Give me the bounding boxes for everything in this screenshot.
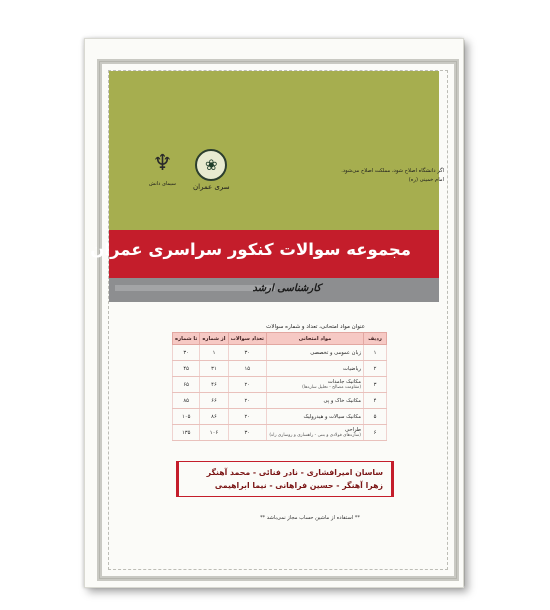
- subject-cell: [267, 393, 364, 409]
- subject-name: مکانیک جامدات: [327, 378, 361, 385]
- subtitle-band: [109, 278, 439, 302]
- to-cell: ۱۳۵: [173, 425, 200, 441]
- from-cell: ۱۰۶: [200, 425, 228, 441]
- subject-cell: [267, 361, 364, 377]
- to-cell: ۴۵: [173, 361, 200, 377]
- from-cell: ۶۶: [200, 393, 228, 409]
- from-cell: ۱: [200, 345, 228, 361]
- subject-name: ریاضیات: [343, 365, 361, 372]
- title-band: [90, 230, 439, 278]
- subject-cell: [267, 425, 364, 441]
- subject-name: مکانیک سیالات و هیدرولیک: [303, 413, 361, 420]
- tree-logo-caption: سری عمران: [193, 183, 230, 191]
- row-number: ۱: [364, 345, 387, 361]
- to-cell: ۶۵: [173, 377, 200, 393]
- table-row: [173, 377, 387, 393]
- subject-note: (سازه‌های فولادی و بتنی - راهسازی و روسازی راه): [269, 432, 361, 438]
- to-cell: ۱۰۵: [173, 409, 200, 425]
- tree-logo: [193, 149, 230, 191]
- subject-cell: [267, 409, 364, 425]
- quote-line-2: امام خمینی (ره): [408, 177, 444, 183]
- table-row: [173, 425, 387, 441]
- to-cell: ۳۰: [173, 345, 200, 361]
- publisher-logo-icon: ♆: [152, 151, 173, 176]
- from-cell: ۴۶: [200, 377, 228, 393]
- count-cell: ۲۰: [228, 409, 266, 425]
- count-cell: ۳۰: [228, 425, 266, 441]
- subtitle-band-stripe: [115, 285, 275, 291]
- table-row: [173, 361, 387, 377]
- table-row: [173, 345, 387, 361]
- from-cell: ۳۱: [200, 361, 228, 377]
- count-cell: ۲۰: [228, 377, 266, 393]
- subject-name: طراحی: [345, 426, 361, 433]
- publisher-logo-caption: سیمای دانش: [149, 181, 176, 187]
- from-cell: ۸۶: [200, 409, 228, 425]
- exam-subjects-table: [172, 332, 387, 441]
- count-cell: ۳۰: [228, 345, 266, 361]
- calculator-notice: ** استفاده از ماشین حساب مجاز نمی‌باشد **: [259, 515, 360, 521]
- tree-icon: ❀: [195, 149, 227, 181]
- row-number: ۴: [364, 393, 387, 409]
- subject-cell: [267, 377, 364, 393]
- book-cover: [84, 38, 464, 588]
- table-caption: عنوان مواد امتحانی، تعداد و شماره سوالات: [266, 324, 365, 330]
- book-subtitle: کارشناسی ارشد: [252, 283, 321, 294]
- table-row: [173, 393, 387, 409]
- header-to: تا شماره: [173, 333, 200, 345]
- authors-line-1: ساسان امیرافشاری - نادر فنائی - محمد آهنگر: [206, 468, 383, 477]
- header-count: تعداد سوالات: [228, 333, 266, 345]
- header-subject: مواد امتحانی: [267, 333, 364, 345]
- subject-name: زبان عمومی و تخصصی: [310, 349, 361, 356]
- book-title: مجموعه سوالات کنکور سراسری عمران: [90, 240, 411, 259]
- row-number: ۳: [364, 377, 387, 393]
- authors-box: [176, 461, 394, 497]
- header-from: از شماره: [200, 333, 228, 345]
- count-cell: ۲۰: [228, 393, 266, 409]
- subject-cell: [267, 345, 364, 361]
- quote: [244, 167, 444, 185]
- count-cell: ۱۵: [228, 361, 266, 377]
- quote-line-1: اگر دانشگاه اصلاح شود، مملکت اصلاح می‌شود.: [341, 168, 444, 174]
- green-header-panel: [109, 71, 444, 255]
- subject-note: (مقاومت مصالح - تحلیل سازه‌ها): [302, 384, 361, 390]
- subject-name: مکانیک خاک و پی: [323, 397, 361, 404]
- table-row: [173, 409, 387, 425]
- to-cell: ۸۵: [173, 393, 200, 409]
- row-number: ۵: [364, 409, 387, 425]
- publisher-logo: [149, 151, 176, 187]
- header-row-number: ردیف: [364, 333, 387, 345]
- row-number: ۶: [364, 425, 387, 441]
- row-number: ۲: [364, 361, 387, 377]
- table-header-row: [173, 333, 387, 345]
- authors-line-2: زهرا آهنگر - حسین فراهانی - نیما ابراهیمی: [214, 481, 383, 490]
